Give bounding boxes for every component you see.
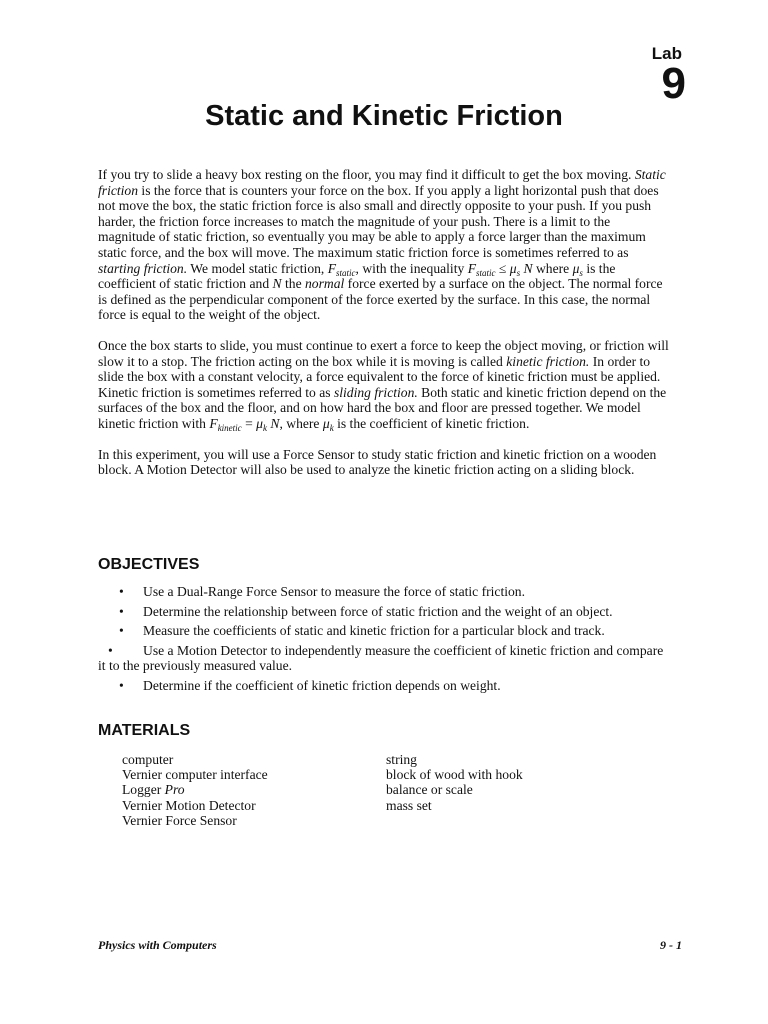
- lab-label: Lab: [651, 44, 682, 63]
- term-static-friction: Static friction: [98, 167, 666, 198]
- symbol-leq: ≤: [495, 260, 510, 276]
- term-normal: normal: [305, 276, 345, 292]
- objective-text: Measure the coefficients of static and kinetic friction for a particular block and track.: [143, 623, 605, 639]
- objective-text: Use a Motion Detector to independently measure the coefficient of kinetic friction and compare it to the previously measured value.: [98, 642, 664, 674]
- material-item: mass set: [386, 797, 432, 813]
- text-run: is the coefficient of kinetic friction.: [333, 415, 530, 431]
- material-item: balance or scale: [386, 782, 473, 798]
- material-item: Vernier computer interface: [122, 767, 268, 783]
- term-kinetic-friction: kinetic friction.: [506, 353, 590, 369]
- symbol-mu: μ: [572, 260, 580, 276]
- symbol-f: F: [327, 260, 337, 276]
- symbol-n: N: [520, 260, 533, 276]
- intro-paragraph-experiment: In this experiment, you will use a Force Sensor to study static friction and kinetic friction on a wooden block. A Motion Detector will also be used to analyze the kinetic friction acting on a sliding block.: [98, 446, 657, 478]
- intro-paragraph-static: [98, 167, 670, 323]
- objective-text: Determine if the coefficient of kinetic friction depends on weight.: [143, 677, 501, 693]
- text-run: In order to slide the box with a constant velocity, a force equivalent to the force of kinetic friction must be applied. Kinetic friction is sometimes referred to as: [98, 353, 661, 400]
- bullet: •: [119, 623, 124, 639]
- subscript-k: k: [262, 422, 267, 433]
- materials-heading: MATERIALS: [98, 722, 191, 739]
- lab-number: 9: [661, 59, 686, 108]
- text-run: Logger: [122, 782, 165, 798]
- objectives-list: [98, 584, 670, 698]
- material-item: Vernier Force Sensor: [122, 812, 237, 828]
- body-text: [98, 167, 670, 493]
- symbol-mu: μ: [509, 260, 517, 276]
- symbol-equals: =: [241, 415, 257, 431]
- symbol-n: N: [266, 415, 280, 431]
- subscript-s: s: [579, 267, 583, 278]
- material-item: string: [386, 752, 417, 767]
- term-sliding-friction: sliding friction.: [333, 384, 418, 400]
- material-item: Vernier Motion Detector: [122, 797, 256, 813]
- symbol-mu: μ: [322, 415, 330, 431]
- text-run: is the force that is counters your force on the box. If you apply a light horizontal push that does not move the box, the static friction force is also small and directly opposite to your push. If you push harder, the friction force increases to match the magnitude of your push. There is a limit to the magnitude of static friction, so eventually you may be able to apply a force larger than the maximum static force, and the box will move. The maximum static friction force is sometimes referred to as: [98, 182, 659, 260]
- list-item: [98, 584, 670, 600]
- list-item: [98, 623, 670, 639]
- footer-book-title: Physics with Computers: [98, 938, 217, 952]
- material-item: [122, 782, 268, 797]
- bullet: •: [119, 603, 124, 619]
- text-run: Both static and kinetic friction depend on the surfaces of the box and the floor, and on how hard the box and floor are pressed together. We model kinetic friction with: [98, 384, 667, 431]
- text-run: is the coefficient of static friction and: [98, 260, 616, 292]
- symbol-f: F: [467, 260, 476, 276]
- text-run: Once the box starts to slide, you must continue to exert a force to keep the object moving, or friction will slow it to a stop. The friction acting on the box while it is moving is called: [98, 337, 669, 369]
- symbol-n: N: [272, 276, 282, 292]
- intro-paragraph-kinetic: [98, 338, 670, 432]
- term-starting-friction: starting friction.: [98, 260, 188, 276]
- objective-text: Use a Dual-Range Force Sensor to measure the force of static friction.: [143, 584, 525, 599]
- text-run: , where: [279, 415, 323, 431]
- material-item: computer: [122, 752, 174, 767]
- text-run: , with the inequality: [355, 260, 468, 276]
- subscript-s: s: [516, 267, 521, 278]
- text-run-italic: Pro: [164, 782, 185, 798]
- objectives-heading: OBJECTIVES: [98, 556, 200, 573]
- text-run: where: [532, 260, 573, 276]
- bullet: •: [119, 584, 124, 599]
- text-run: the: [281, 276, 305, 292]
- bullet: •: [108, 642, 113, 658]
- list-item: [98, 678, 670, 694]
- subscript-k: k: [329, 422, 334, 433]
- symbol-f: F: [209, 415, 218, 431]
- materials-right-column: [386, 752, 523, 813]
- subscript-kinetic: kinetic: [217, 422, 242, 433]
- objective-text: Determine the relationship between force of static friction and the weight of an object.: [143, 603, 613, 619]
- text-run: If you try to slide a heavy box resting on the floor, you may find it difficult to get the box moving.: [98, 167, 635, 182]
- symbol-mu: μ: [256, 415, 263, 431]
- subscript-static: static: [336, 267, 356, 278]
- text-run: We model static friction,: [187, 260, 328, 276]
- list-item: [98, 643, 670, 674]
- page-title: Static and Kinetic Friction: [205, 100, 563, 132]
- materials-left-column: [122, 752, 268, 828]
- bullet: •: [119, 677, 124, 693]
- material-item: block of wood with hook: [386, 767, 523, 783]
- list-item: [98, 604, 670, 620]
- subscript-static: static: [476, 267, 496, 278]
- text-run: force exerted by a surface on the object. The normal force is defined as the perpendicular component of the force exerted by the surface. In this case, the normal force is equal to the weight of the object.: [98, 276, 663, 323]
- footer-page-number: 9 - 1: [660, 938, 682, 952]
